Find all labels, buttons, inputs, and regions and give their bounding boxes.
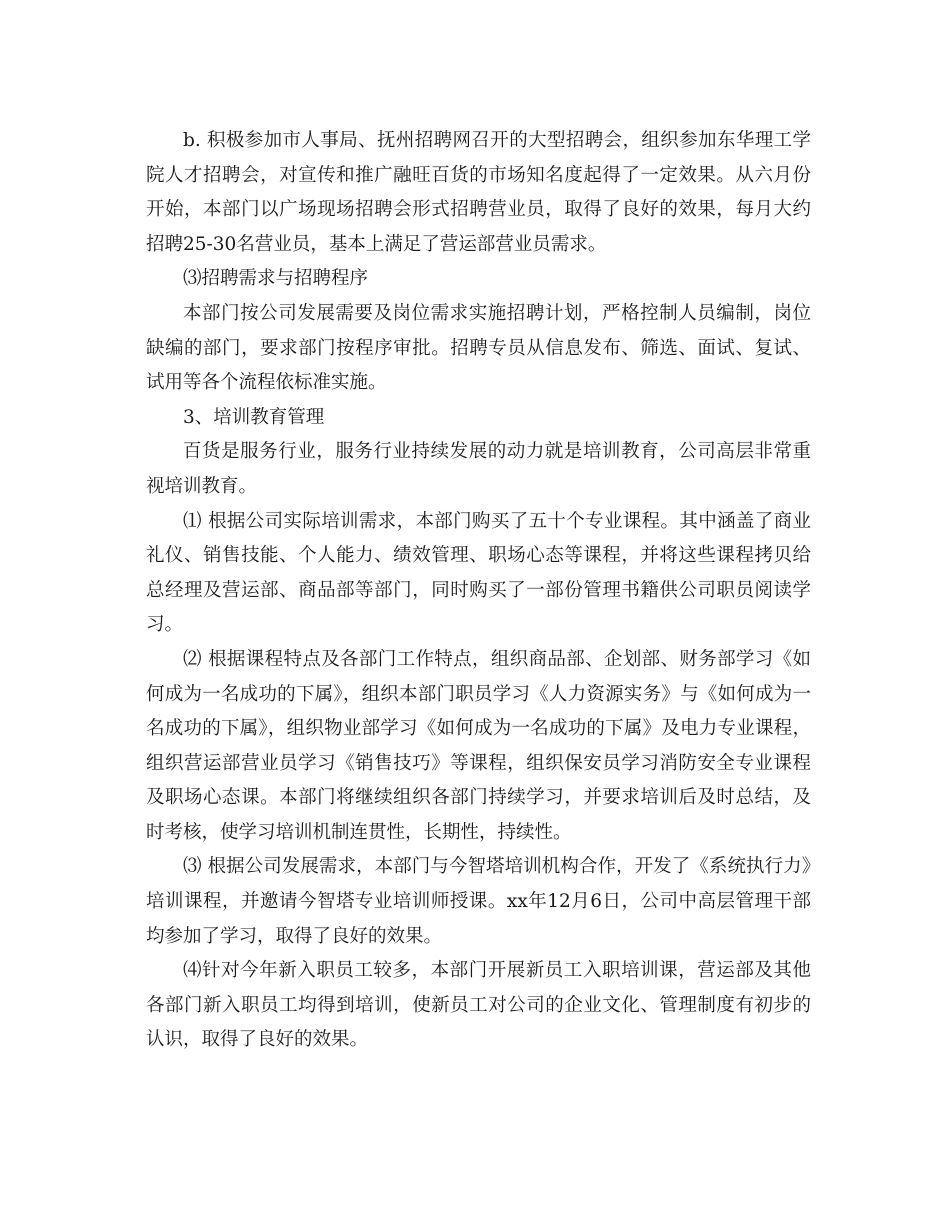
- document-body: [146, 124, 811, 1058]
- paragraph-training-intro: 百货是服务行业，服务行业持续发展的动力就是培训教育，公司高层非常重视培训教育。: [146, 441, 811, 497]
- heading-training-management: 3、培训教育管理: [183, 406, 325, 428]
- paragraph-new-employee-training: ⑷针对今年新入职员工较多，本部门开展新员工入职培训课，营运部及其他各部门新入职员工均得到培训，使新员工对公司的企业文化、管理制度有初步的认识，取得了良好的效果。: [146, 960, 811, 1051]
- heading-recruitment-process: ⑶招聘需求与招聘程序: [183, 268, 369, 290]
- paragraph-recruitment-fairs: b. 积极参加市人事局、抚州招聘网召开的大型招聘会，组织参加东华理工学院人才招聘会，对宣传和推广融旺百货的市场知名度起得了一定效果。从六月份开始，本部门以广场现场招聘会形式招聘营业员，取得了良好的效果，每月大约招聘25-30名营业员，基本上满足了营运部营业员需求。: [146, 130, 811, 255]
- paragraph-department-study: ⑵ 根据课程特点及各部门工作特点，组织商品部、企划部、财务部学习《如何成为一名成功的下属》，组织本部门职员学习《人力资源实务》与《如何成为一名成功的下属》，组织物业部学习《如何成为一名成功的下属》及电力专业课程，组织营运部营业员学习《销售技巧》等课程，组织保安员学习消防安全专业课程及职场心态课。本部门将继续组织各部门持续学习，并要求培训后及时总结，及时考核，使学习培训机制连贯性，长期性，持续性。: [146, 648, 811, 843]
- paragraph-training-courses: ⑴ 根据公司实际培训需求，本部门购买了五十个专业课程。其中涵盖了商业礼仪、销售技能、个人能力、绩效管理、职场心态等课程，并将这些课程拷贝给总经理及营运部、商品部等部门，同时购买了一部份管理书籍供公司职员阅读学习。: [146, 510, 811, 636]
- paragraph-execution-course: ⑶ 根据公司发展需求，本部门与今智塔培训机构合作，开发了《系统执行力》培训课程，并邀请今智塔专业培训师授课。xx年12月6日，公司中高层管理干部均参加了学习，取得了良好的效果。: [146, 856, 811, 947]
- paragraph-recruitment-plan: 本部门按公司发展需要及岗位需求实施招聘计划，严格控制人员编制，岗位缺编的部门，要求部门按程序审批。招聘专员从信息发布、筛选、面试、复试、试用等各个流程依标准实施。: [146, 302, 811, 394]
